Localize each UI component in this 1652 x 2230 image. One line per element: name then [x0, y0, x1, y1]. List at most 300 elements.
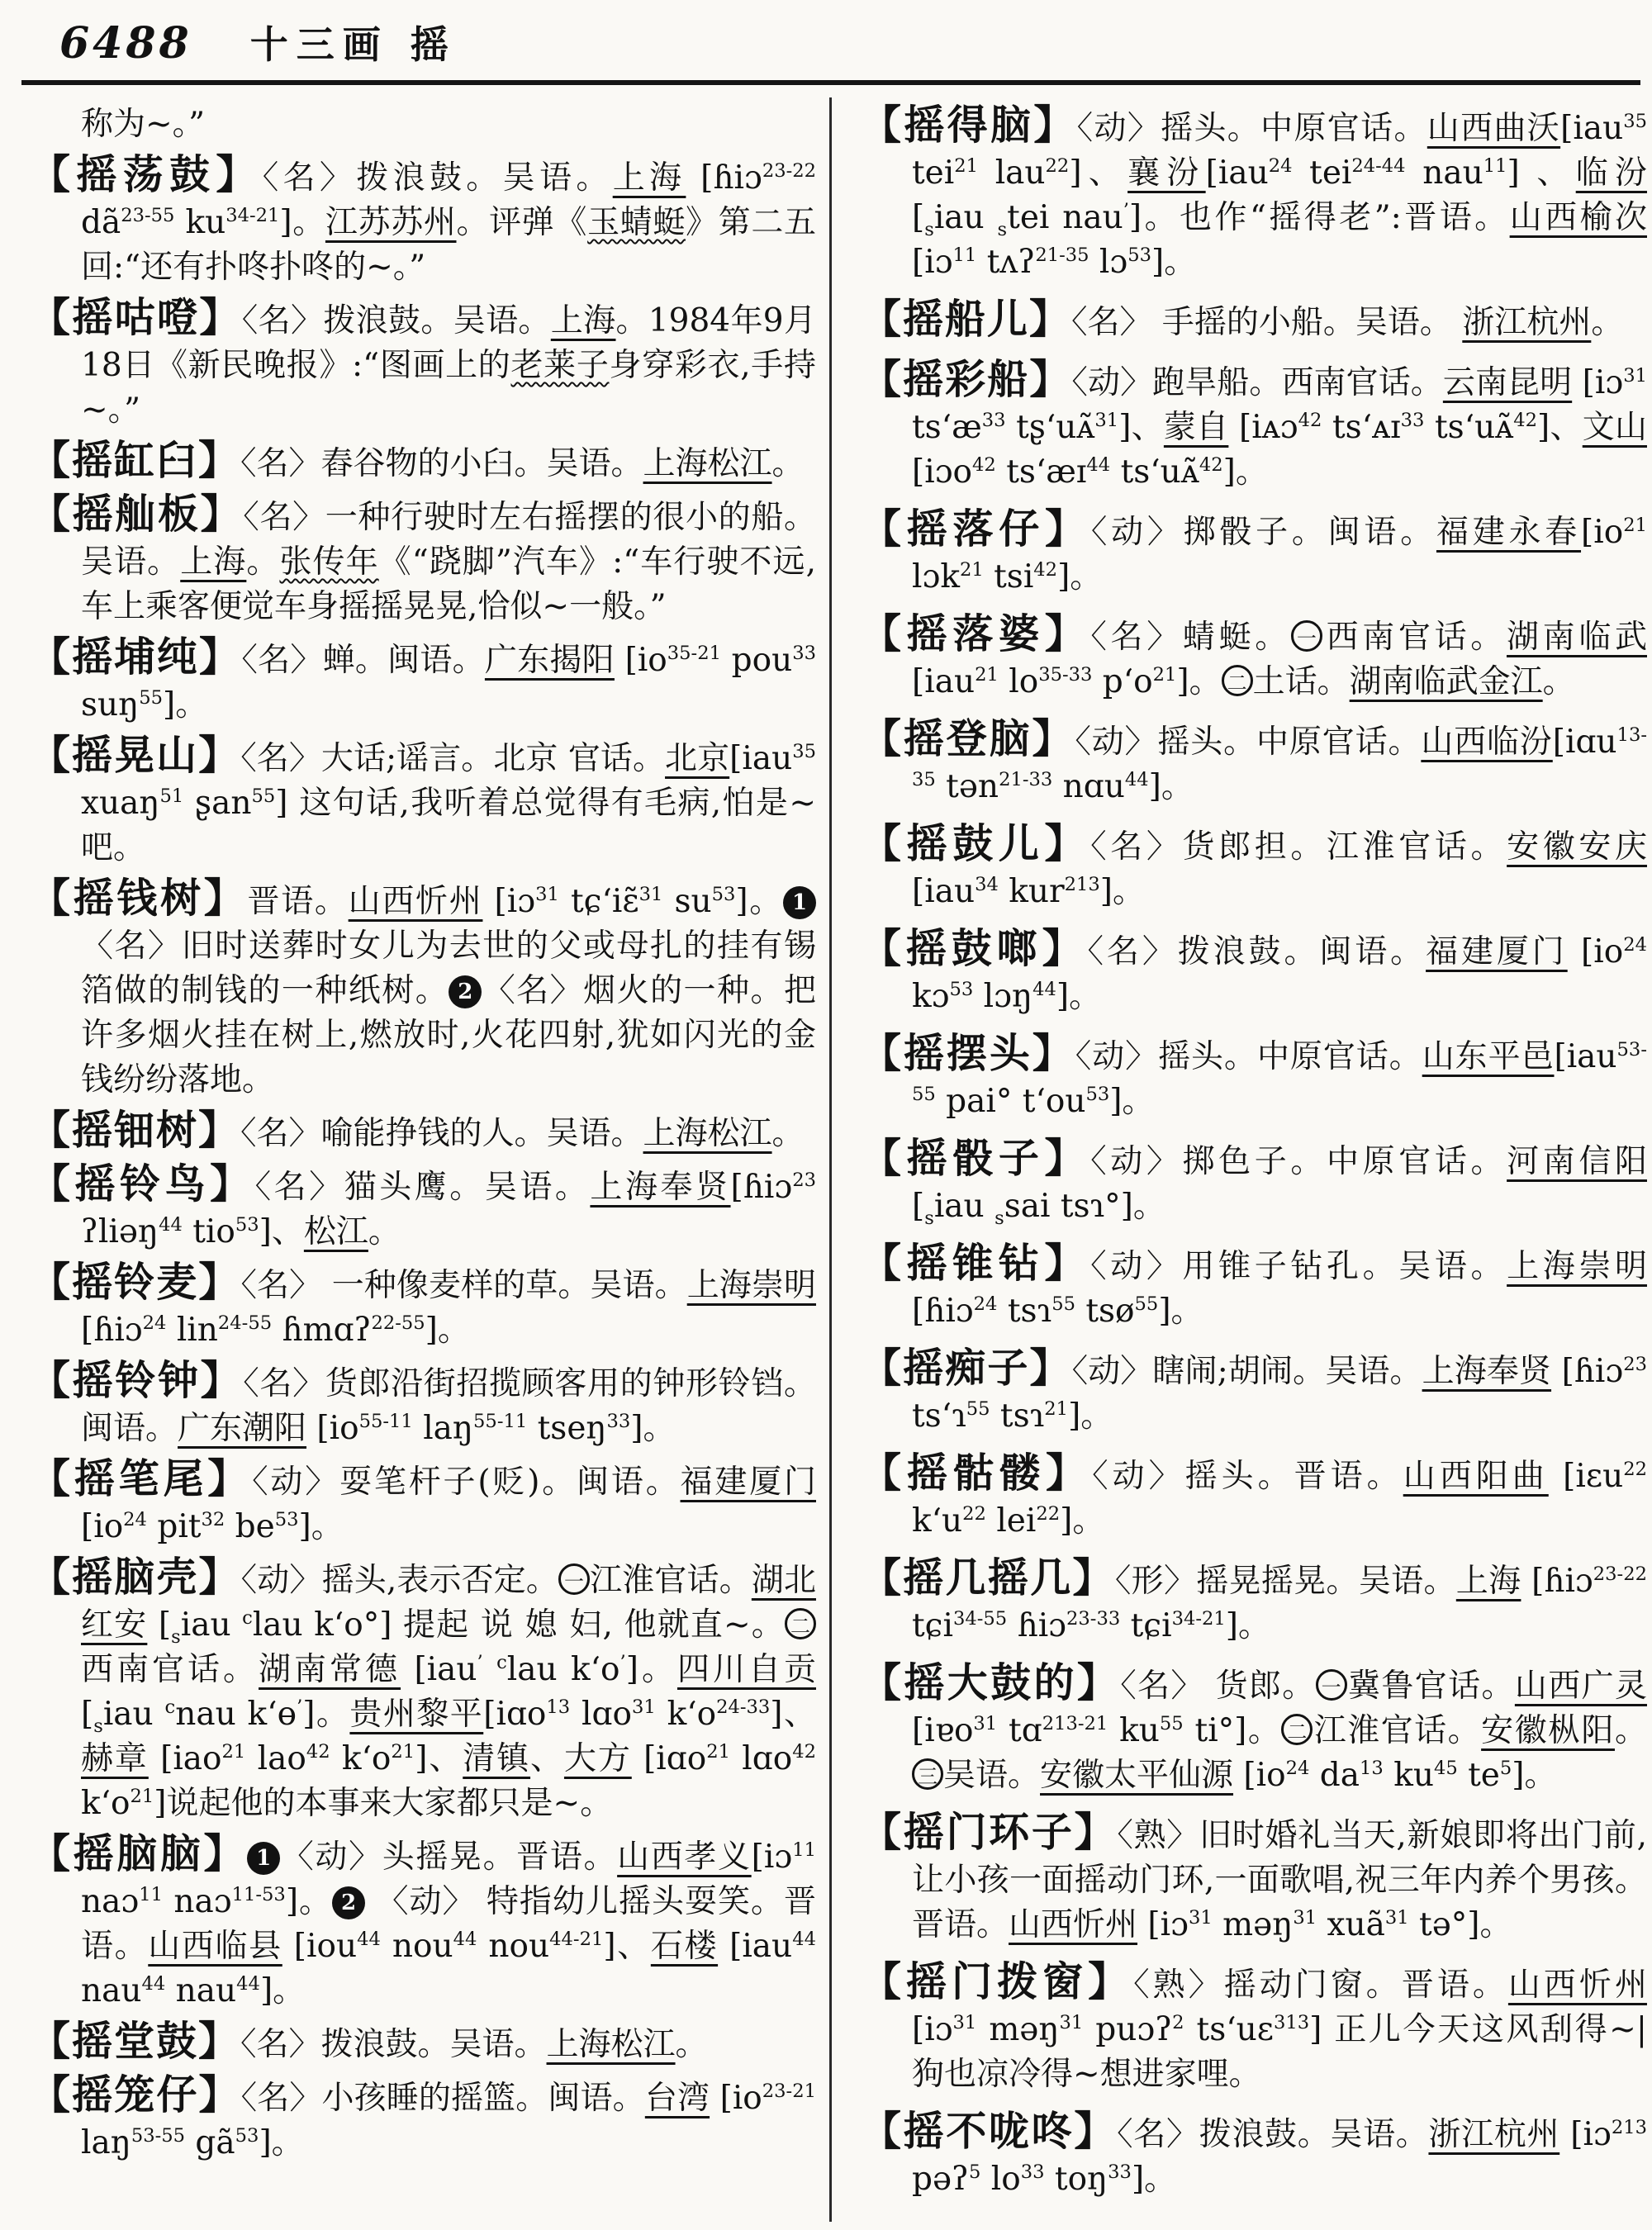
entry-text: tɕi [1120, 1607, 1172, 1644]
entry-text: tsɿ [997, 1293, 1052, 1330]
tone-superscript: 11 [139, 1884, 163, 1905]
entry-text: kur [998, 873, 1065, 910]
entry-text: [ [912, 199, 925, 236]
tone-superscript: 33 [606, 1411, 631, 1432]
entry-text: ts‘ɿ [912, 1397, 966, 1435]
tone-superscript: 22 [962, 1503, 986, 1525]
place-name: 上海崇明 [1507, 1248, 1647, 1285]
tone-subscript: s [924, 218, 934, 240]
entry-text: 。 [771, 445, 805, 482]
entry-text: tsi [983, 558, 1034, 595]
tone-superscript: 44 [453, 1929, 477, 1950]
entry-text: [io [1567, 933, 1624, 970]
place-name: 四川自贡 [676, 1651, 816, 1688]
dictionary-entry [861, 1241, 1647, 1334]
place-name: 台湾 [644, 2080, 710, 2117]
entry-text: tə°]。 [1408, 1906, 1512, 1943]
page-number: 6488 [59, 18, 192, 69]
tone-superscript: 44 [159, 1214, 183, 1236]
entry-text: [ɦiɔ [1521, 1563, 1593, 1600]
tone-superscript: 35-33 [1038, 664, 1093, 686]
tone-superscript: 23-33 [1066, 1608, 1121, 1630]
tone-superscript: 34-55 [953, 1608, 1008, 1630]
entry-text: lɔŋ [973, 978, 1033, 1015]
entry-headword: 【摇船儿】 [861, 295, 1072, 343]
entry-text: [iau [912, 663, 976, 700]
tone-superscript: 42 [972, 454, 996, 476]
page-header [59, 15, 457, 69]
entry-text: gã [185, 2124, 235, 2161]
place-name: 安徽枞阳 [1481, 1712, 1615, 1749]
dictionary-entry [30, 875, 816, 1103]
entry-text: naɔ [81, 1883, 140, 1920]
entry-text: ʂan [183, 785, 252, 822]
entry-text: 。 [771, 1115, 805, 1152]
entry-text: 〈名〉蜻蜓。 [1090, 619, 1291, 656]
entry-text: lau k‘o°] 提起 说 媳 妇, 他就直~。 [252, 1606, 785, 1644]
tone-superscript: 21 [975, 664, 999, 686]
entry-text: 冀鲁官话。 [1346, 1668, 1515, 1705]
tone-superscript: 23-55 [121, 205, 175, 226]
entry-text: [iɔo [912, 453, 973, 491]
tone-superscript: 33 [1020, 2161, 1045, 2183]
entry-headword: 【摇门拨窗】 [861, 1957, 1134, 2005]
entry-text: tseŋ [527, 1410, 607, 1447]
place-name: 襄汾 [1127, 154, 1206, 192]
tone-subscript: s [924, 1207, 934, 1229]
entry-text: ]。 [279, 204, 325, 241]
entry-text: 江淮官话。 [590, 1562, 752, 1599]
dictionary-entry [861, 102, 1647, 285]
entry-text: ts‘uᴀ̃ [1424, 409, 1514, 446]
entry-text: 〈名〉一种行驶时左右摇摆的很小的船。吴语。 [81, 499, 816, 581]
entry-text: ts‘uᴀ̃ [1110, 453, 1199, 491]
entry-text: 西南官话。 [1322, 619, 1507, 656]
tone-superscript: 44 [357, 1929, 381, 1950]
entry-text: [iau [1560, 110, 1624, 147]
entry-text: 〈动〉掷骰子。闽语。 [1090, 514, 1436, 551]
dictionary-entry [30, 152, 816, 290]
tone-superscript: 24-55 [217, 1312, 273, 1334]
entry-text: k‘o [81, 1785, 131, 1822]
entry-text: ]。 [302, 1696, 350, 1733]
tone-superscript: 53 [1127, 244, 1152, 266]
entry-text: 》第二五回:“还有扑咚扑咚的~。” [81, 204, 816, 286]
entry-text: pai° t‘ou [935, 1083, 1086, 1120]
tone-superscript: 21-35 [1035, 244, 1089, 266]
tone-superscript: 55 [1159, 1713, 1184, 1734]
entry-text: ts‘æ [912, 409, 982, 446]
entry-text: [io [1233, 1757, 1286, 1794]
tone-superscript: 11-53 [231, 1884, 286, 1905]
dictionary-entry [861, 506, 1647, 600]
dictionary-entry [30, 438, 816, 486]
entry-headword: 【摇鼓啷】 [861, 924, 1088, 972]
place-name: 贵州黎平 [349, 1696, 484, 1733]
entry-text: pou [720, 642, 793, 679]
section-title: 十三画 摇 [249, 22, 457, 67]
entry-text: ] 、 [1507, 154, 1576, 192]
entry-headword: 【摇门环子】 [861, 1808, 1118, 1856]
place-name: 上海 [550, 302, 616, 339]
place-name: 上海松江 [643, 1115, 772, 1152]
dictionary-entry [30, 1108, 816, 1156]
left-column [30, 102, 816, 2171]
entry-text: 西南官话。 [81, 1651, 259, 1688]
entry-text: ]。 [1060, 1502, 1105, 1540]
tone-superscript: 21 [221, 1741, 246, 1763]
dictionary-entry [861, 1660, 1647, 1798]
dictionary-entry [861, 2109, 1647, 2202]
tone-superscript: 31 [1059, 2012, 1084, 2033]
tone-superscript: 42 [1199, 454, 1223, 476]
entry-text: [ɦiɔ [912, 1293, 974, 1330]
entry-text: 吴语。 [943, 1757, 1041, 1794]
entry-text: k‘o [330, 1740, 392, 1777]
entry-text: 。 [675, 2026, 708, 2063]
tone-superscript: 34-21 [225, 205, 280, 226]
entry-text: iau [933, 1188, 995, 1225]
entry-text: [io [710, 2080, 762, 2117]
tone-superscript: 21 [954, 155, 979, 177]
entry-text: xuã [1317, 1906, 1385, 1943]
entry-text: [iao [148, 1740, 222, 1777]
entry-text: 〈动〉用锥子钻孔。吴语。 [1090, 1248, 1507, 1285]
tone-superscript: 35 [792, 741, 816, 762]
entry-text: 土话。 [1252, 663, 1350, 700]
entry-text: tʂ‘uᴀ̃ [1005, 409, 1095, 446]
entry-text: [iɑo [483, 1696, 547, 1733]
entry-text: ]。 [259, 1972, 306, 2009]
entry-text: 。 [1614, 1712, 1647, 1749]
sense-marker-filled: 1 [247, 1842, 280, 1875]
tone-superscript: 21 [959, 559, 984, 581]
entry-headword: 【摇钿树】 [30, 1106, 241, 1154]
entry-headword: 【摇缸臼】 [30, 436, 241, 484]
entry-text: ]。 [625, 1651, 677, 1688]
entry-text: [iɔ [912, 2011, 953, 2048]
tone-superscript: 34 [975, 874, 999, 895]
tone-superscript: 11 [1483, 155, 1507, 177]
tone-superscript: 53-55 [912, 1039, 1647, 1105]
entry-text: tei nau [1007, 199, 1123, 236]
entry-headword: 【摇钱树】 [30, 874, 248, 922]
entry-text: [iɔ [912, 244, 953, 281]
place-name: 山西临县 [148, 1928, 282, 1965]
entry-text: 〈熟〉旧时婚礼当天,新娘即将出门前,让小孩一面摇动门环,一面歌唱,祝三年内养个男孩。晋语。 [912, 1817, 1647, 1943]
entry-text: [ɦiɔ [730, 1169, 793, 1206]
tone-superscript: 44 [792, 1929, 816, 1950]
entry-text: ku [1383, 1757, 1434, 1794]
place-name: 上海 [612, 159, 686, 197]
proper-name: 老莱子 [510, 347, 610, 384]
place-name: 上海松江 [643, 445, 772, 482]
place-name: 安徽安庆 [1507, 828, 1647, 866]
sense-marker-outline: 二 [1222, 665, 1253, 696]
dictionary-entry [861, 611, 1647, 705]
tone-superscript: 31 [973, 1713, 998, 1734]
tone-superscript: 31 [952, 2012, 977, 2033]
tone-superscript: 55-11 [473, 1411, 528, 1432]
entry-text: ku [174, 204, 226, 241]
entry-text: puɔʔ [1083, 2011, 1173, 2048]
tone-superscript: 31 [638, 884, 663, 905]
dictionary-entry [30, 2019, 816, 2067]
tone-superscript: 5 [968, 2161, 981, 2183]
place-name: 湖南临武金江 [1349, 663, 1543, 700]
dictionary-entry [861, 1555, 1647, 1649]
tone-superscript: 213 [1611, 2117, 1647, 2138]
place-name: 福建厦门 [680, 1464, 816, 1501]
dictionary-entry [861, 1810, 1647, 1948]
entry-text: 〈动〉摇头。晋语。 [1092, 1458, 1403, 1495]
tone-superscript: 213-21 [1042, 1713, 1108, 1734]
entry-text: 。 [368, 1213, 401, 1250]
place-name: 湖南临武 [1506, 619, 1647, 656]
place-name: 湖北红安 [81, 1562, 816, 1644]
entry-text: ti°]。 [1183, 1712, 1282, 1749]
entry-text: [iɔ [1559, 2116, 1612, 2153]
tone-superscript: 21-33 [999, 769, 1053, 790]
entry-headword: 【摇落婆】 [861, 610, 1091, 657]
entry-text: ]。 [163, 686, 208, 724]
entry-headword: 【摇脑脑】 [30, 1829, 248, 1877]
entry-text: kɔ [912, 978, 950, 1015]
entry-text: nau [1405, 154, 1483, 192]
tone-superscript: 13 [1360, 1758, 1384, 1779]
entry-text: ]、 [1118, 409, 1164, 446]
dictionary-entry [30, 102, 816, 147]
entry-text: tsɿ [990, 1397, 1045, 1435]
tone-superscript: c [164, 1696, 176, 1718]
entry-text: ]。 [1512, 1757, 1557, 1794]
entry-text: 〈名〉货郎沿街招揽顾客用的钟形铃铛。闽语。 [81, 1365, 816, 1447]
tone-superscript: 33 [1400, 410, 1425, 431]
tone-superscript: 55-11 [358, 1411, 413, 1432]
proper-name: 张传年 [279, 543, 379, 581]
entry-text [483, 1651, 496, 1688]
entry-text: [io [306, 1410, 359, 1447]
entry-text: 〈名〉拨浪鼓。吴语。 [241, 302, 551, 339]
sense-marker-filled: 1 [783, 886, 816, 919]
place-name: 上海奉贤 [1422, 1353, 1552, 1390]
tone-superscript: 51 [159, 785, 184, 807]
tone-superscript: 21 [1044, 1398, 1069, 1420]
tone-superscript: ’ [477, 1652, 483, 1673]
entry-text: 〈名〉蝉。闽语。 [241, 642, 485, 679]
entry-headword: 【摇铃鸟】 [30, 1160, 255, 1208]
entry-text: ]。 [1068, 1397, 1113, 1435]
tone-superscript: 55 [966, 1398, 990, 1420]
entry-text: 〈名〉拨浪鼓。闽语。 [1087, 933, 1427, 970]
entry-text: ]。 [298, 1508, 344, 1545]
entry-text: ]。 [1057, 558, 1103, 595]
tone-subscript: s [93, 1715, 103, 1737]
entry-text: [iɔ [1572, 364, 1624, 401]
tone-superscript: 24 [142, 1312, 167, 1334]
entry-headword: 【摇铃麦】 [30, 1258, 241, 1306]
entry-text: ]。也作“摇得老”:晋语。 [1128, 199, 1510, 236]
entry-text: 〈熟〉摇动门窗。晋语。 [1133, 1967, 1508, 2004]
entry-text: 〈名〉旧时送葬时女儿为去世的父或母扎的挂有锡箔做的制钱的一种纸树。 [81, 928, 816, 1009]
entry-text: 〈名〉喻能挣钱的人。吴语。 [240, 1115, 643, 1152]
entry-text: iau [933, 199, 998, 236]
entry-text: tei [912, 154, 955, 192]
entry-text: naɔ [163, 1883, 232, 1920]
sense-marker-filled: 2 [332, 1886, 365, 1919]
tone-superscript: 31 [1188, 1907, 1213, 1929]
place-name: 山西榆次 [1509, 199, 1647, 236]
sense-marker-outline: 二 [1281, 1714, 1313, 1745]
tone-superscript: 31 [1384, 1907, 1409, 1929]
tone-superscript: 313 [1273, 2012, 1310, 2033]
tone-superscript: 5 [1499, 1758, 1512, 1779]
tone-superscript: 55 [1134, 1293, 1159, 1315]
entry-text: [ɦiɔ [686, 159, 762, 197]
dictionary-entry [861, 1136, 1647, 1229]
dictionary-entry [30, 1554, 816, 1826]
entry-text: ]、 [770, 1696, 816, 1733]
entry-text: 〈动〉跑旱船。西南官话。 [1071, 364, 1443, 401]
tone-subscript: s [997, 218, 1008, 240]
entry-text: ]说起他的本事来大家都只是~。 [154, 1785, 613, 1822]
entry-headword: 【摇大鼓的】 [861, 1658, 1121, 1706]
tone-superscript: 53 [274, 1509, 299, 1530]
entry-text: [ [912, 1188, 925, 1225]
entry-text: ]、 [603, 1928, 651, 1965]
entry-text: ]。 [1222, 453, 1268, 491]
tone-superscript: 24 [123, 1509, 147, 1530]
tone-superscript: 24 [973, 1293, 998, 1315]
dictionary-entry [861, 716, 1647, 809]
entry-text: 身穿彩衣,手持~。” [81, 347, 816, 429]
entry-text: tʌʔ [976, 244, 1036, 281]
entry-headword: 【摇得脑】 [861, 101, 1077, 149]
tone-superscript: 21 [706, 1741, 730, 1763]
place-name: 上海 [1455, 1563, 1521, 1600]
entry-text: k‘o [655, 1696, 717, 1733]
entry-text: ]。 [1131, 2161, 1177, 2198]
tone-superscript: 33 [981, 410, 1006, 431]
tone-superscript: 53-55 [131, 2125, 186, 2147]
entry-text: 〈名〉拨浪鼓。吴语。 [240, 2026, 547, 2063]
entry-text: ]、 [259, 1213, 304, 1250]
entry-text: 〈名〉 货郎。 [1120, 1668, 1316, 1705]
entry-headword: 【摇晃山】 [30, 731, 241, 779]
dictionary-entry [30, 1456, 816, 1549]
entry-text: nou [380, 1928, 453, 1965]
sense-marker-outline: 二 [785, 1608, 816, 1639]
place-name: 上海 [180, 543, 247, 581]
tone-superscript: 22 [1045, 155, 1070, 177]
tone-superscript: 42 [792, 1741, 816, 1763]
entry-text: nau [81, 1972, 142, 2009]
entry-text: tsø [1075, 1293, 1135, 1330]
sense-marker-outline: 一 [1291, 620, 1322, 652]
entry-text: 《“跷脚”汽车》:“车行驶不远,车上乘客便觉车身摇摇晃晃,恰似~一般。” [81, 543, 816, 625]
dictionary-entry [30, 295, 816, 433]
entry-headword: 【摇摆头】 [861, 1029, 1075, 1077]
dictionary-entry [30, 1358, 816, 1451]
entry-text: 称为~。” [81, 106, 206, 143]
tone-superscript: 31 [1293, 1907, 1317, 1929]
sense-marker-outline: 三 [912, 1758, 943, 1790]
tone-superscript: 53 [711, 884, 736, 905]
entry-text: 。评弹《 [456, 204, 588, 241]
dictionary-entry [30, 491, 816, 629]
place-name: 山东平邑 [1422, 1038, 1555, 1075]
tone-superscript: 53 [1085, 1084, 1110, 1105]
tone-superscript: 31 [1094, 410, 1119, 431]
entry-text: 。 [1591, 304, 1624, 341]
entry-text: 〈名〉 一种像麦样的草。吴语。 [240, 1267, 687, 1304]
entry-text: 〈动〉耍笔杆子(贬)。闽语。 [252, 1464, 681, 1501]
entry-text: iau [102, 1696, 165, 1733]
entry-headword: 【摇脑壳】 [30, 1553, 241, 1601]
place-name: 山西阳曲 [1403, 1458, 1549, 1495]
tone-superscript: 24 [1623, 934, 1647, 956]
tone-superscript: 11 [792, 1839, 816, 1861]
entry-text: [iau [729, 740, 793, 777]
entry-text: 。1984年9月18日《新民晚报》:“图画上的 [81, 302, 816, 384]
place-name: 山西孝义 [617, 1839, 752, 1876]
entry-headword: 【摇登脑】 [861, 714, 1075, 762]
entry-text: ]。 [1225, 1607, 1271, 1644]
tone-superscript: 42 [1298, 410, 1322, 431]
entry-text: be [225, 1508, 275, 1545]
entry-text: [iɔ [751, 1839, 793, 1876]
place-name: 临汾 [1575, 154, 1647, 192]
tone-superscript: c [496, 1652, 507, 1673]
place-name: 山西忻州 [1507, 1967, 1647, 2004]
dictionary-entry [30, 733, 816, 871]
dictionary-entry [861, 821, 1647, 914]
place-name: 湖南常德 [259, 1651, 401, 1688]
entry-text: laŋ [412, 1410, 474, 1447]
place-name: 上海奉贤 [590, 1169, 731, 1206]
tone-superscript: 24 [1285, 1758, 1310, 1779]
entry-text: ]。 [285, 1883, 333, 1920]
entry-text: 〈名〉货郎担。江淮官话。 [1090, 828, 1507, 866]
entry-text: 〈形〉摇晃摇晃。吴语。 [1114, 1563, 1456, 1600]
entry-text: [io [614, 642, 667, 679]
entry-text: lao [245, 1740, 306, 1777]
place-name: 石楼 [650, 1928, 719, 1965]
entry-text: [iᴀɔ [1228, 409, 1298, 446]
place-name: 江苏苏州 [325, 204, 457, 241]
sense-marker-outline: 一 [1316, 1669, 1347, 1701]
place-name: 大方 [563, 1740, 632, 1777]
entry-text: [ɦiɔ [1551, 1353, 1624, 1390]
entry-headword: 【摇锥钻】 [861, 1239, 1091, 1287]
entry-text: 〈动〉 特指幼儿摇头耍笑。晋语。 [81, 1883, 817, 1965]
entry-headword: 【摇铃钟】 [30, 1356, 244, 1404]
entry-headword: 【摇荡鼓】 [30, 150, 263, 198]
entry-text: ]。 [1056, 978, 1102, 1015]
entry-text: 江淮官话。 [1313, 1712, 1482, 1749]
entry-text: [io [81, 1508, 124, 1545]
entry-text: ]、 [1069, 154, 1128, 192]
entry-text: ]。 [1148, 768, 1194, 805]
dictionary-entry [861, 1450, 1647, 1544]
entry-text: lei [985, 1502, 1037, 1540]
entry-text: 。 [246, 543, 280, 581]
entry-text: məŋ [976, 2011, 1060, 2048]
entry-headword: 【摇骷髅】 [861, 1449, 1093, 1497]
sense-marker-outline: 一 [558, 1563, 590, 1595]
entry-text: tei [1292, 154, 1352, 192]
entry-text: [iau [718, 1928, 793, 1965]
